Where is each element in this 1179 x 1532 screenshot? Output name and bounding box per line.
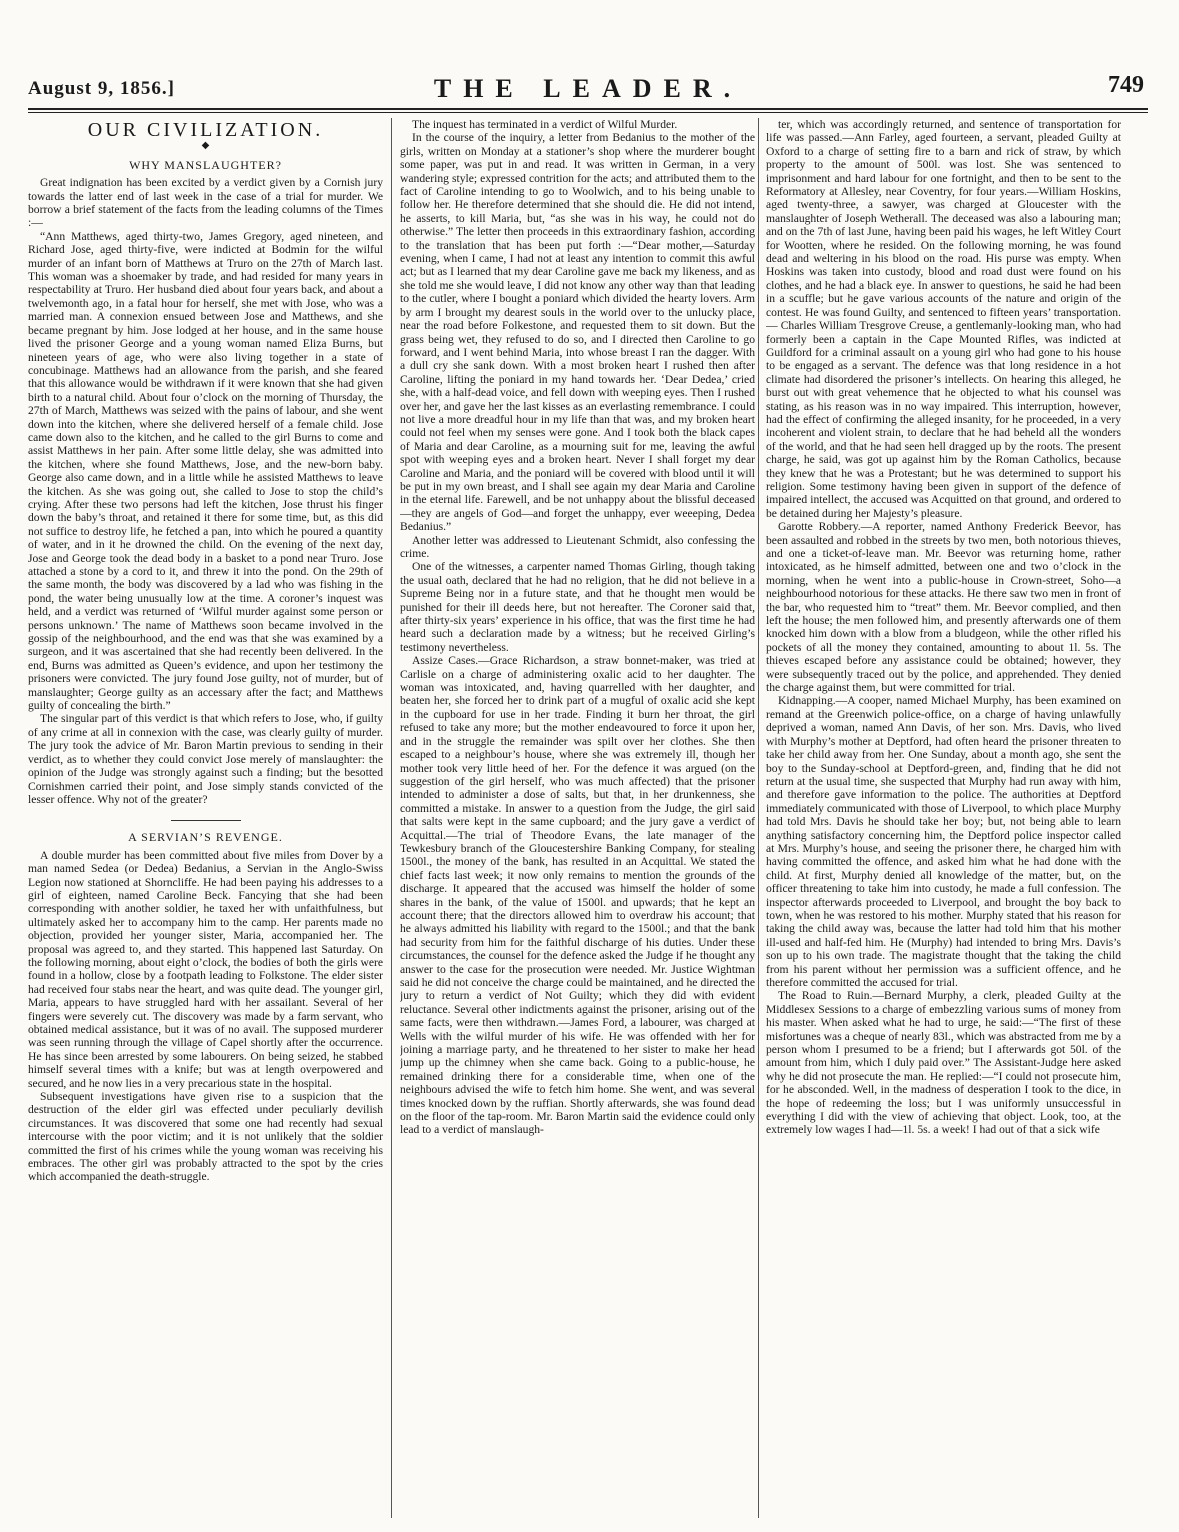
article-paragraph: The Road to Ruin.—Bernard Murphy, a clerk, pleaded Guilty at the Middlesex Sessions to a charge of embezzling various sums of money from his master. When asked what he had to urge, he said:—“The first of these misfortunes was a cheque of nearly 83l., which was abstracted from me by a person whom I presumed to be a friend; but I afterwards got 50l. of the amount from him, which I duly paid over.” The Assistant-Judge here asked why he did not prosecute the man. He replied:—“I could not prosecute him, for he absconded. Well, in the madness of desperation I took to the dice, in the hope of redeeming the loss; but I was uniformly unsuccessful in everything I did with the view of achieving that object. Look, too, at the extremely low wages I had—1l. 5s. a week! I had out of that a sick wife bbox=[766, 989, 1121, 1137]
masthead bbox=[28, 72, 1148, 108]
article-paragraph: ter, which was accordingly returned, and sentence of transportation for life was passed.—Ann Farley, aged fourteen, a servant, pleaded Guilty at Oxford to a charge of setting fire to a barn and rick of straw, by which property to the amount of 500l. was lost. She was sentenced to imprisonment and hard labour for one fortnight, and then to be sent to the Reformatory at Allesley, near Coventry, for four years.—William Hoskins, aged twenty-three, a sawyer, was charged at Gloucester with the manslaughter of Joseph Wetherall. The deceased was also a labouring man; and on the 7th of last June, having been paid his wages, he left Witley Court for Wootten, where he resided. On the following morning, he was found dead and weltering in his blood on the road. His purse was empty. When Hoskins was taken into custody, blood and road dust were found on his clothes, and he had a black eye. In answer to questions, he said he had been in a scuffle; but he gave various accounts of the nature and origin of the contest. He was found Guilty, and sentenced to fifteen years’ transportation. — Charles William Tresgrove Creuse, a gentlemanly-looking man, who had formerly been a captain in the Cape Mounted Rifles, was indicted at Guildford for a criminal assault on a young girl who had gone to his house to be engaged as a servant. The defence was that long residence in a hot climate had disordered the prisoner’s intellects. On hearing this alleged, he burst out with great vehemence that he objected to what his counsel was stating, as his reason was in no way impaired. This interruption, however, had the effect of confirming the alleged insanity, for he proceeded, in a very incoherent and violent strain, to declare that he had beheld all the wonders of the world, and that he had seen hell dragged up by the roots. The present charge, he said, was got up against him by the Roman Catholics, because they knew that he was a Protestant; but he was determined to support his religion. Some testimony having been given in support of the defence of impaired intellect, the accused was Acquitted on that ground, and ordered to be detained during her Majesty’s pleasure. bbox=[766, 118, 1121, 520]
header-rule-thin bbox=[28, 112, 1148, 113]
article-paragraph: The inquest has terminated in a verdict of Wilful Murder. bbox=[412, 118, 678, 131]
article-paragraph: Subsequent investigations have given rise to a suspicion that the destruction of the elder girl was effected under peculiarly devilish circumstances. It was discovered that some one had recently had sexual intercourse with the poor victim; and it is not unlikely that the soldier committed the first of his crimes while the young woman was receiving his embraces. The other girl was probably attracted to the spot by the cries which accompanied the death-struggle. bbox=[28, 1090, 383, 1184]
article-paragraph: In the course of the inquiry, a letter from Bedanius to the mother of the girls, written on Monday at a stationer’s shop where the murderer bought some paper, was put in and read. It was written in German, in a very wandering style; expressed contrition for the acts; and attributed them to the fact of Caroline intending to go to Woolwich, and to his being unable to follow her. He therefore determined that she should die. He did not intend, he asserts, to kill Maria, but, “as she was in his way, he could not do otherwise.” The letter then proceeds in this extraordinary fashion, according to the translation that has been put forth :—“Dear mother,—Saturday evening, when I came, I had not at least any intention to commit this awful act; but as I learned that my dear Caroline gave me back my likeness, and as she told me she would leave, I did not know any other way than that leading to the cutler, where I bought a poniard which divided the hearty lovers. Arm by arm I brought my dearest souls in the world over to the unlucky place, near the road before Folkestone, and requested them to sit down. But the grass being wet, they refused to do so, and I directed then Caroline to go forward, and I went behind Maria, into whose breast I ran the dagger. With a dull cry she sank down. With a most broken heart I rushed then after Caroline, lifting the poniard in my hand towards her. ‘Dear Dedea,’ cried she, with a half-dead voice, and fell down with weeping eyes. Then I rushed over her, and gave her the last kisses as an everlasting remembrance. I could not live a more dreadful hour in my life than that was, and my broken heart could not feel when my senses were gone. And I took both the black capes of Maria and dear Caroline, as a mourning suit for me, leaving the awful spot with weeping eyes and a broken heart. Never I shall forget my dear Caroline and Maria, and the poniard will be covered with blood until it will be put in my own breast, and I shall see again my dear Maria and Caroline in the eternal life. Farewell, and be not unhappy about the blissful deceased—they are angels of God—and forget the unhappy, ever weeeping, Dedea Bedanius.” bbox=[400, 131, 755, 534]
column-divider bbox=[758, 118, 759, 1518]
article-paragraph: Kidnapping.—A cooper, named Michael Murphy, has been examined on remand at the Greenwich police-office, on a charge of having unlawfully deprived a woman, named Ann Davis, of her son. Mrs. Davis, who lived with Murphy’s mother at Deptford, had often heard the prisoner threaten to take her child away from her. One Sunday, about a month ago, she sent the boy to the Sunday-school at Deptford-green, and, finding that he did not return at the usual time, she suspected that Murphy had run away with him, and therefore gave information to the police. The authorities at Deptford immediately communicated with those of Liverpool, to which place Murphy had told Mrs. Davis he should take her boy; but, not being able to learn anything satisfactory concerning him, the Deptford police inspector called at Mrs. Murphy’s house, and seeing the prisoner there, he charged him with having committed the offence, and asked him what he had done with the child. At first, Murphy denied all knowledge of the matter, but, on the officer threatening to take him into custody, he made a full confession. The inspector afterwards proceeded to Liverpool, and brought the boy back to town, when he was restored to his mother. Murphy stated that his reason for taking the child away was, because the latter had told him that his mother ill-used and half-fed him. He (Murphy) had intended to bring Mrs. Davis’s son up to his own trade. The magistrate thought that the taking the child from his parent without her permission was a sufficient offence, and he therefore committed the accused for trial. bbox=[766, 694, 1121, 989]
article-paragraph: Garotte Robbery.—A reporter, named Anthony Frederick Beevor, has been assaulted and robbed in the streets by two men, both notorious thieves, and one a ticket-of-leave man. Mr. Beevor was returning home, rather intoxicated, as he himself admitted, between one and two o’clock in the morning, when he went into a public-house in Crown-street, Soho—a neighbourhood notorious for these attacks. He there saw two men in front of the bar, who requested him to “treat” them. Mr. Beevor complied, and then left the house; the men followed him, and presently afterwards one of them knocked him down with a blow from a bludgeon, while the other rifled his pockets of all the money they contained, amounting to about 1l. 5s. The thieves escaped before any assistance could be obtained; however, they were subsequently traced out by the police, and apprehended. They denied the charge against them, but were committed for trial. bbox=[766, 520, 1121, 695]
header-rule bbox=[28, 108, 1148, 110]
column-3 bbox=[766, 118, 1121, 1523]
newspaper-title: THE LEADER. bbox=[433, 74, 743, 103]
column-1 bbox=[28, 118, 383, 1523]
page-number: 749 bbox=[1108, 72, 1144, 98]
section-title: OUR CIVILIZATION. bbox=[87, 119, 324, 141]
column-2 bbox=[400, 118, 755, 1523]
article-paragraph: Another letter was addressed to Lieutenant Schmidt, also confessing the crime. bbox=[400, 533, 755, 560]
article-paragraph: “Ann Matthews, aged thirty-two, James Gregory, aged nineteen, and Richard Jose, aged thirty-five, were indicted at Bodmin for the wilful murder of an infant born of Matthews at Truro on the 27th of March last. This woman was a shoemaker by trade, and had resided for many years in respectability at Truro. Her husband died about four years back, and about a twelvemonth ago, in a fatal hour for herself, she met with Jose, who was a married man. A connexion ensued between Jose and Matthews, and she became pregnant by him. Jose lodged at her house, and in the same house lived the prisoner George and a young woman named Eliza Burns, but nineteen years of age, who were also living together in a state of concubinage. Matthews had an allowance from the parish, and she feared that this allowance would be withdrawn if it were known that she had given birth to a natural child. About four o’clock on the morning of Thursday, the 27th of March, Matthews was seized with the pains of labour, and she went down into the kitchen, where she delivered herself of a female child. Jose came down also to the kitchen, and he called to the girl Burns to come and assist Matthews in her pain. After some little delay, she was admitted into the kitchen, where she found Matthews, Jose, and the new-born baby. George also came down, and in a little while he assisted Matthews to leave the kitchen. As she was going out, she called to Jose to stop the child’s crying. After these two persons had left the kitchen, Jose thrust his finger down the baby’s throat, and retained it there for some time, but, as this did not suffice to destroy life, he fetched a pan, into which he poured a quantity of water, and in it he drowned the child. On the evening of the next day, Jose and George took the dead body in a basket to a pond near Truro. Jose attached a stone by a cord to it, and threw it into the pond. On the 29th of the same month, the body was discovered by a lad who was fishing in the pond, the water being unusually low at the time. A coroner’s inquest was held, and a verdict was returned of ‘Wilful murder against some person or persons unknown.’ The name of Matthews soon became involved in the gossip of the neighbourhood, and the end was that she was examined by a surgeon, and it was ascertained that she had recently been delivered. In the end, Burns was admitted as Queen’s evidence, and upon her testimony the prisoners were convicted. The jury found Jose guilty, not of murder, but of manslaughter; George guilty as an accessary after the fact; and Matthews guilty of concealing the birth.” bbox=[28, 229, 383, 713]
headline-servians-revenge: A SERVIAN’S REVENGE. bbox=[128, 830, 283, 845]
headline-why-manslaughter: WHY MANSLAUGHTER? bbox=[129, 157, 282, 172]
column-divider bbox=[391, 118, 392, 1518]
article-paragraph: One of the witnesses, a carpenter named Thomas Girling, though taking the usual oath, declared that he had no religion, that he did not believe in a Supreme Being nor in a future state, and that he thought men would be punished for their ill deeds here, but not hereafter. The Coroner said that, after thirty-six years’ experience in his office, that was the first time he had heard such a declaration made by a witness; but he received Girling’s testimony nevertheless. bbox=[400, 560, 755, 654]
issue-date: August 9, 1856.] bbox=[28, 78, 175, 99]
section-divider bbox=[171, 820, 241, 821]
article-paragraph: Great indignation has been excited by a verdict given by a Cornish jury towards the latter end of last week in the case of a trial for murder. We borrow a brief statement of the facts from the leading columns of the Times :— bbox=[28, 176, 383, 230]
article-paragraph: A double murder has been committed about five miles from Dover by a man named Sedea (or Dedea) Bedanius, a Servian in the Anglo-Swiss Legion now stationed at Shorncliffe. He had been paying his addresses to a girl of eighteen, named Caroline Beck. Fancying that she had been corresponding with another soldier, he taxed her with unfaithfulness, but ultimately asked her to accompany him to the camp. Her parents made no objection, provided her younger sister, Maria, accompanied her. The proposal was agreed to, and they started. This happened last Saturday. On the following morning, about eight o’clock, the bodies of both the girls were found in a hollow, close by a footpath leading to Folkstone. The elder sister had received four stabs near the heart, and was quite dead. The younger girl, Maria, appears to have struggled hard with her assailant. Several of her fingers were severely cut. The discovery was made by a farm servant, who obtained medical assistance, but it was of no avail. The supposed murderer was seen running through the village of Capel shortly after the occurrence. He has since been arrested by some labourers. On being seized, he stabbed himself several times with a knife; but was at length overpowered and secured, and he now lies in a very precarious state in the hospital. bbox=[28, 848, 383, 1090]
article-paragraph: Assize Cases.—Grace Richardson, a straw bonnet-maker, was tried at Carlisle on a charge of administering oxalic acid to her daughter. The woman was intoxicated, and, having quarrelled with her daughter, and beaten her, she forced her to drink part of a mugful of oxalic acid she kept in the cupboard for use in her trade. Finding it burn her throat, the girl refused to take any more; but the mother endeavoured to force it upon her, and in the struggle the remainder was spilt over her clothes. She then escaped to a neighbour’s house, where she was extremely ill, though her mother took very little heed of her. For the defence it was argued (on the suggestion of the girl herself, who was much affected) that the prisoner intended to administer a dose of salts, but that, in her drunkenness, she committed a mistake. In answer to a question from the Judge, the girl said that salts were kept in the same cupboard; and the jury gave a verdict of Acquittal.—The trial of Theodore Evans, the late manager of the Tewkesbury branch of the Gloucestershire Banking Company, for stealing 1500l., the money of the bank, has resulted in an Acquittal. We stated the chief facts last week; it now only remains to mention the grounds of the discharge. It appeared that the accused was himself the holder of some shares in the bank, of the value of 1500l. and upwards; that he kept an account there; that the directors allowed him to overdraw his account; that he always admitted his liability with regard to the 1500l.; and that the bank had security from him for the faithful discharge of his duties. Under these circumstances, the counsel for the defence asked the Judge if he thought any answer to the case for the prosecution were needed. Mr. Justice Wightman said he did not conceive the charge could be maintained, and he directed the jury to return a verdict of Not Guilty; which they did with evident reluctance. Several other indictments against the prisoner, arising out of the same facts, were then withdrawn.—James Ford, a labourer, was charged at Wells with the wilful murder of his wife. He was offended with her for joining a marriage party, and he threatened to her sister to make her head jump up the chimney when she came back. Going to a public-house, he remained drinking there for a considerable time, when one of the neighbours advised the wife to fetch him home. She went, and was several times knocked down by the ruffian. Shortly afterwards, she was found dead on the floor of the tap-room. Mr. Baron Martin said the evidence could only lead to a verdict of manslaugh- bbox=[400, 654, 755, 1137]
article-paragraph: The singular part of this verdict is that which refers to Jose, who, if guilty of any crime at all in connexion with the case, was clearly guilty of murder. The jury took the advice of Mr. Baron Martin previous to sending in their verdict, as to whether they could convict Jose merely of manslaughter: the opinion of the Judge was strongly against such a finding; but the besotted Cornishmen carried their point, and Jose simply stands convicted of the lesser offence. Why not of the greater? bbox=[28, 712, 383, 806]
ornament-diamond: ◆ bbox=[201, 140, 210, 152]
